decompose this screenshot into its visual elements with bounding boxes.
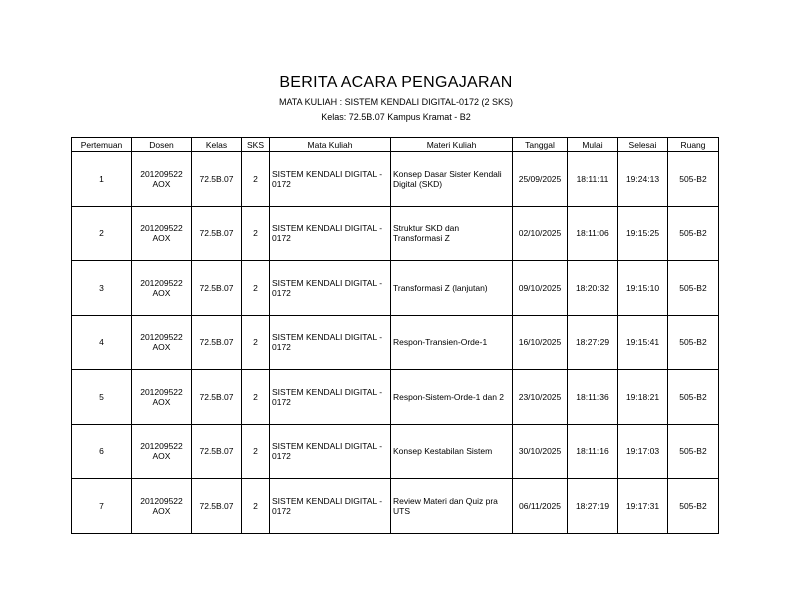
header-tanggal: Tanggal [513,138,568,152]
cell-tanggal: 06/11/2025 [513,479,568,534]
cell-sks: 2 [242,424,270,479]
cell-selesai: 19:18:21 [618,370,668,425]
cell-tanggal: 02/10/2025 [513,206,568,261]
cell-pertemuan: 3 [72,261,132,316]
cell-materi: Review Materi dan Quiz pra UTS [391,479,513,534]
table-row [72,261,719,316]
cell-pertemuan: 6 [72,424,132,479]
cell-dosen: 201209522 AOX [132,315,192,370]
cell-mata-kuliah: SISTEM KENDALI DIGITAL - 0172 [270,261,391,316]
cell-pertemuan: 5 [72,370,132,425]
table-header-row [72,138,719,152]
header-mulai: Mulai [568,138,618,152]
header-pertemuan: Pertemuan [72,138,132,152]
cell-pertemuan: 4 [72,315,132,370]
header-selesai: Selesai [618,138,668,152]
cell-dosen: 201209522 AOX [132,479,192,534]
cell-kelas: 72.5B.07 [192,424,242,479]
cell-sks: 2 [242,152,270,207]
cell-kelas: 72.5B.07 [192,206,242,261]
header-sks: SKS [242,138,270,152]
cell-ruang: 505-B2 [668,424,719,479]
cell-mulai: 18:27:19 [568,479,618,534]
attendance-table [71,137,719,534]
header-dosen: Dosen [132,138,192,152]
cell-sks: 2 [242,479,270,534]
cell-mulai: 18:11:06 [568,206,618,261]
cell-mulai: 18:20:32 [568,261,618,316]
table-row [72,424,719,479]
header-mata-kuliah: Mata Kuliah [270,138,391,152]
cell-mulai: 18:27:29 [568,315,618,370]
cell-ruang: 505-B2 [668,206,719,261]
cell-kelas: 72.5B.07 [192,261,242,316]
cell-ruang: 505-B2 [668,152,719,207]
cell-selesai: 19:15:41 [618,315,668,370]
cell-ruang: 505-B2 [668,479,719,534]
cell-materi: Konsep Dasar Sister Kendali Digital (SKD) [391,152,513,207]
cell-dosen: 201209522 AOX [132,424,192,479]
cell-pertemuan: 1 [72,152,132,207]
class-info: Kelas: 72.5B.07 Kampus Kramat - B2 [321,112,471,122]
cell-tanggal: 30/10/2025 [513,424,568,479]
cell-selesai: 19:17:31 [618,479,668,534]
cell-mata-kuliah: SISTEM KENDALI DIGITAL - 0172 [270,206,391,261]
cell-mulai: 18:11:16 [568,424,618,479]
document-title: BERITA ACARA PENGAJARAN [279,74,513,91]
cell-selesai: 19:15:10 [618,261,668,316]
cell-mata-kuliah: SISTEM KENDALI DIGITAL - 0172 [270,424,391,479]
cell-dosen: 201209522 AOX [132,206,192,261]
cell-mulai: 18:11:36 [568,370,618,425]
table-row [72,152,719,207]
cell-dosen: 201209522 AOX [132,261,192,316]
cell-tanggal: 16/10/2025 [513,315,568,370]
cell-materi: Respon-Transien-Orde-1 [391,315,513,370]
cell-tanggal: 09/10/2025 [513,261,568,316]
cell-materi: Respon-Sistem-Orde-1 dan 2 [391,370,513,425]
cell-ruang: 505-B2 [668,315,719,370]
cell-sks: 2 [242,315,270,370]
cell-selesai: 19:17:03 [618,424,668,479]
header-ruang: Ruang [668,138,719,152]
cell-ruang: 505-B2 [668,370,719,425]
cell-materi: Konsep Kestabilan Sistem [391,424,513,479]
course-subtitle: MATA KULIAH : SISTEM KENDALI DIGITAL-0172 (2 SKS) [278,97,514,107]
cell-pertemuan: 7 [72,479,132,534]
cell-mulai: 18:11:11 [568,152,618,207]
cell-kelas: 72.5B.07 [192,152,242,207]
cell-mata-kuliah: SISTEM KENDALI DIGITAL - 0172 [270,315,391,370]
cell-kelas: 72.5B.07 [192,315,242,370]
cell-sks: 2 [242,261,270,316]
cell-kelas: 72.5B.07 [192,370,242,425]
table-row [72,370,719,425]
cell-ruang: 505-B2 [668,261,719,316]
cell-materi: Transformasi Z (lanjutan) [391,261,513,316]
table-row [72,479,719,534]
header-kelas: Kelas [192,138,242,152]
cell-selesai: 19:15:25 [618,206,668,261]
cell-tanggal: 23/10/2025 [513,370,568,425]
cell-materi: Struktur SKD dan Transformasi Z [391,206,513,261]
cell-dosen: 201209522 AOX [132,370,192,425]
cell-mata-kuliah: SISTEM KENDALI DIGITAL - 0172 [270,370,391,425]
cell-tanggal: 25/09/2025 [513,152,568,207]
cell-mata-kuliah: SISTEM KENDALI DIGITAL - 0172 [270,479,391,534]
cell-dosen: 201209522 AOX [132,152,192,207]
cell-sks: 2 [242,206,270,261]
cell-kelas: 72.5B.07 [192,479,242,534]
cell-mata-kuliah: SISTEM KENDALI DIGITAL - 0172 [270,152,391,207]
cell-selesai: 19:24:13 [618,152,668,207]
table-row [72,206,719,261]
table-row [72,315,719,370]
header-materi-kuliah: Materi Kuliah [391,138,513,152]
cell-pertemuan: 2 [72,206,132,261]
cell-sks: 2 [242,370,270,425]
